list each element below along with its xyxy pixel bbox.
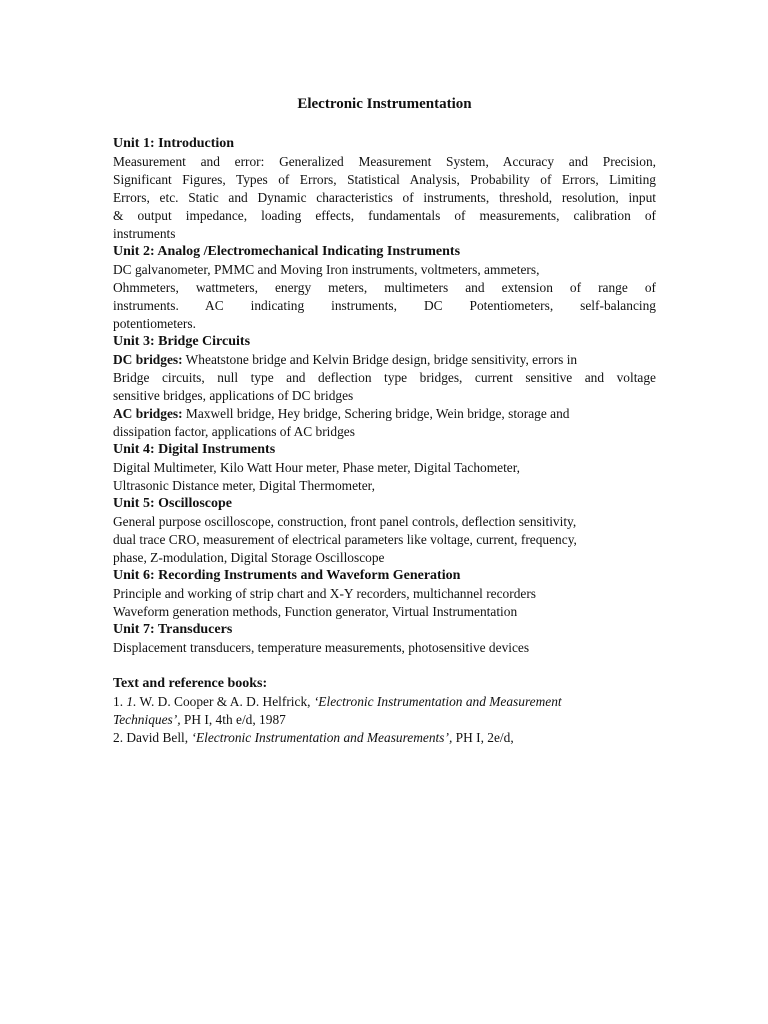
reference-item-2 [113, 729, 656, 747]
dc-bridges-body [113, 351, 656, 405]
ac-bridges-body [113, 405, 656, 441]
ac-bridges-text: Maxwell bridge, Hey bridge, Schering bridge, Wein bridge, storage and [182, 406, 570, 421]
references-section [113, 675, 656, 747]
unit-heading: Unit 6: Recording Instruments and Waveform Generation [113, 568, 461, 583]
body-line: potentiometers. [113, 316, 196, 331]
unit-section-1 [113, 135, 656, 243]
reference-number-italic: 1. [126, 694, 137, 709]
body-line: Displacement transducers, temperature measurements, photosensitive devices [113, 640, 530, 655]
body-line: Principle and working of strip chart and X-Y recorders, multichannel recorders [113, 586, 537, 601]
unit-section-3 [113, 333, 656, 441]
reference-line [113, 693, 656, 711]
unit-section-6 [113, 567, 656, 621]
syllabus-page [113, 95, 656, 747]
document-title: Electronic Instrumentation [297, 96, 472, 112]
body-line: General purpose oscilloscope, construction, front panel controls, deflection sensitivity, [113, 514, 577, 529]
unit-body [113, 153, 656, 243]
unit-heading: Unit 5: Oscilloscope [113, 496, 232, 511]
body-line: Ohmmeters, wattmeters, energy meters, multimeters and extension of range of [113, 280, 656, 295]
body-line: Significant Figures, Types of Errors, Statistical Analysis, Probability of Errors, Limiting [113, 172, 656, 187]
unit-body [113, 639, 656, 657]
body-line: dissipation factor, applications of AC bridges [113, 424, 355, 439]
body-line: Digital Multimeter, Kilo Watt Hour meter, Phase meter, Digital Tachometer, [113, 460, 520, 475]
reference-line [113, 711, 656, 729]
body-line: dual trace CRO, measurement of electrical parameters like voltage, current, frequency, [113, 532, 577, 547]
body-line: Waveform generation methods, Function generator, Virtual Instrumentation [113, 604, 518, 619]
body-line: sensitive bridges, applications of DC bridges [113, 388, 354, 403]
section-spacer [113, 657, 656, 675]
unit-body [113, 459, 656, 495]
body-line: instruments. AC indicating instruments, DC Potentiometers, self-balancing [113, 298, 656, 313]
unit-heading: Unit 3: Bridge Circuits [113, 334, 251, 349]
body-line [113, 405, 656, 423]
unit-heading: Unit 2: Analog /Electromechanical Indicating Instruments [113, 244, 461, 259]
unit-section-4 [113, 441, 656, 495]
unit-body [113, 261, 656, 333]
reference-publisher: PH I, 2e/d, [452, 730, 514, 745]
body-line [113, 351, 656, 369]
reference-line [113, 729, 656, 747]
body-line: Measurement and error: Generalized Measurement System, Accuracy and Precision, [113, 154, 656, 169]
reference-item-1 [113, 693, 656, 729]
body-line: & output impedance, loading effects, fundamentals of measurements, calibration of [113, 208, 656, 223]
unit-section-5 [113, 495, 656, 567]
reference-number: 1. [113, 694, 127, 709]
body-line: instruments [113, 226, 176, 241]
reference-number-authors: 2. David Bell, [113, 730, 192, 745]
ac-bridges-label: AC bridges: [113, 406, 183, 421]
reference-title-cont: Techniques’, [113, 712, 181, 727]
unit-heading: Unit 7: Transducers [113, 622, 233, 637]
reference-publisher: PH I, 4th e/d, 1987 [180, 712, 286, 727]
body-line: Errors, etc. Static and Dynamic characteristics of instruments, threshold, resolution, input [113, 190, 656, 205]
unit-section-7 [113, 621, 656, 657]
body-line: Ultrasonic Distance meter, Digital Thermometer, [113, 478, 375, 493]
dc-bridges-label: DC bridges: [113, 352, 183, 367]
body-line: DC galvanometer, PMMC and Moving Iron instruments, voltmeters, ammeters, [113, 262, 540, 277]
unit-heading: Unit 4: Digital Instruments [113, 442, 276, 457]
references-heading: Text and reference books: [113, 676, 268, 691]
body-line: phase, Z-modulation, Digital Storage Oscilloscope [113, 550, 385, 565]
dc-bridges-text: Wheatstone bridge and Kelvin Bridge design, bridge sensitivity, errors in [182, 352, 578, 367]
unit-body [113, 585, 656, 621]
reference-title: ‘Electronic Instrumentation and Measurements’, [191, 730, 453, 745]
body-line: Bridge circuits, null type and deflection type bridges, current sensitive and voltage [113, 370, 656, 385]
reference-authors: W. D. Cooper & A. D. Helfrick, [136, 694, 314, 709]
unit-heading: Unit 1: Introduction [113, 136, 235, 151]
unit-body [113, 513, 656, 567]
unit-section-2 [113, 243, 656, 333]
reference-title: ‘Electronic Instrumentation and Measurement [313, 694, 562, 709]
